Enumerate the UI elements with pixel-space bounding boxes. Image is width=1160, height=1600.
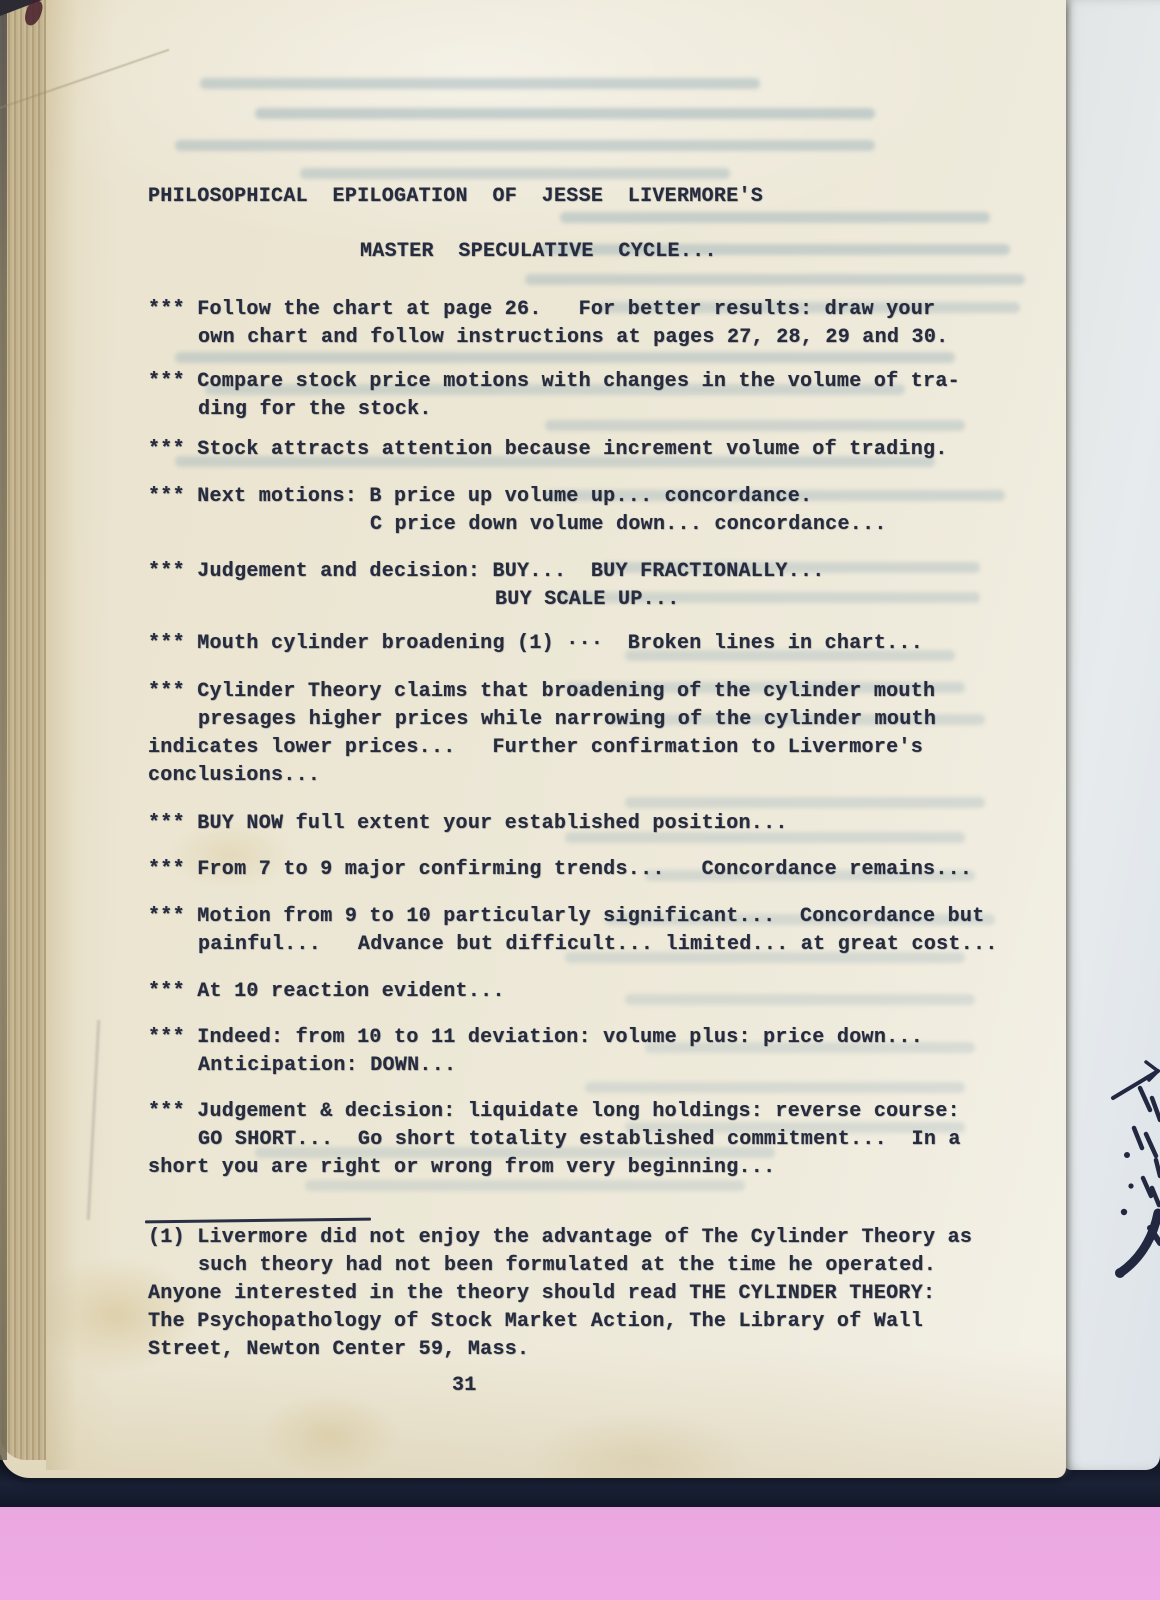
bullet-block bbox=[148, 1024, 980, 1080]
bleed-through-line bbox=[255, 108, 875, 119]
text-line: BUY SCALE UP... bbox=[495, 588, 680, 611]
text-line: *** Next motions: B price up volume up... concordance. bbox=[148, 485, 813, 508]
text-line: *** Compare stock price motions with changes in the volume of tra- bbox=[148, 370, 960, 393]
bleed-through-line bbox=[300, 168, 730, 179]
text-line: painful... Advance but difficult... limited... at great cost... bbox=[198, 933, 998, 956]
text-line: Street, Newton Center 59, Mass. bbox=[148, 1338, 530, 1361]
text-line: own chart and follow instructions at pages 27, 28, 29 and 30. bbox=[198, 326, 949, 349]
handwriting-marks bbox=[1062, 0, 1160, 1470]
text-line: *** Indeed: from 10 to 11 deviation: volume plus: price down... bbox=[148, 1026, 924, 1049]
text-line: *** Follow the chart at page 26. For better results: draw your bbox=[148, 298, 936, 321]
bullet-block bbox=[148, 678, 980, 790]
bullet-block bbox=[148, 630, 980, 658]
text-line: indicates lower prices... Further confirmation to Livermore's bbox=[148, 736, 924, 759]
page-title-line1: PHILOSOPHICAL EPILOGATION OF JESSE LIVERMORE'S bbox=[148, 185, 764, 208]
text-line: GO SHORT... Go short totality established commitment... In a bbox=[198, 1128, 961, 1151]
bullet-block bbox=[148, 436, 980, 464]
text-line: ding for the stock. bbox=[198, 398, 432, 421]
bullet-block bbox=[148, 1098, 980, 1182]
page-title-line2: MASTER SPECULATIVE CYCLE... bbox=[360, 240, 717, 263]
bullet-block bbox=[148, 558, 980, 614]
text-line: Anyone interested in the theory should read THE CYLINDER THEORY: bbox=[148, 1282, 936, 1305]
text-line: *** Cylinder Theory claims that broadening of the cylinder mouth bbox=[148, 680, 936, 703]
bullet-block bbox=[148, 903, 998, 959]
scanner-backdrop bbox=[0, 1495, 1160, 1600]
bullet-block bbox=[148, 978, 980, 1006]
bullet-block bbox=[148, 483, 980, 539]
bleed-through-line bbox=[200, 78, 760, 89]
footnote-rule bbox=[145, 1218, 371, 1224]
page-number: 31 bbox=[452, 1374, 477, 1397]
page-stack-shadow bbox=[46, 0, 116, 1470]
text-line: *** Motion from 9 to 10 particularly significant... Concordance but bbox=[148, 905, 985, 928]
bleed-through-line bbox=[560, 212, 990, 223]
bullet-list bbox=[148, 296, 998, 1182]
bullet-block bbox=[148, 810, 980, 838]
text-line: such theory had not been formulated at the time he operated. bbox=[198, 1254, 937, 1277]
text-line: (1) Livermore did not enjoy the advantage of The Cylinder Theory as bbox=[148, 1226, 973, 1249]
bullet-block bbox=[148, 856, 980, 884]
bleed-through-line bbox=[525, 274, 1025, 285]
text-line: *** At 10 reaction evident... bbox=[148, 980, 505, 1003]
bullet-block bbox=[148, 296, 980, 352]
text-line: *** From 7 to 9 major confirming trends... Concordance remains... bbox=[148, 858, 973, 881]
text-line: *** Judgement and decision: BUY... BUY FRACTIONALLY... bbox=[148, 560, 825, 583]
footnote bbox=[148, 1224, 980, 1364]
text-line: The Psychopathology of Stock Market Action, The Library of Wall bbox=[148, 1310, 924, 1333]
text-line: *** Stock attracts attention because increment volume of trading. bbox=[148, 438, 948, 461]
text-line: presages higher prices while narrowing of the cylinder mouth bbox=[198, 708, 937, 731]
bullet-block bbox=[148, 368, 980, 424]
text-line: *** Mouth cylinder broadening (1) ··· Broken lines in chart... bbox=[148, 632, 924, 655]
page-stack-edge bbox=[0, 0, 46, 1460]
bleed-through-line bbox=[175, 140, 875, 151]
text-line: Anticipation: DOWN... bbox=[198, 1054, 457, 1077]
text-line: *** BUY NOW full extent your established position... bbox=[148, 812, 788, 835]
next-page-edge bbox=[1062, 0, 1160, 1470]
text-line: short you are right or wrong from very beginning... bbox=[148, 1156, 776, 1179]
text-line: C price down volume down... concordance... bbox=[370, 513, 887, 536]
text-line: conclusions... bbox=[148, 764, 321, 787]
text-line: *** Judgement & decision: liquidate long holdings: reverse course: bbox=[148, 1100, 960, 1123]
